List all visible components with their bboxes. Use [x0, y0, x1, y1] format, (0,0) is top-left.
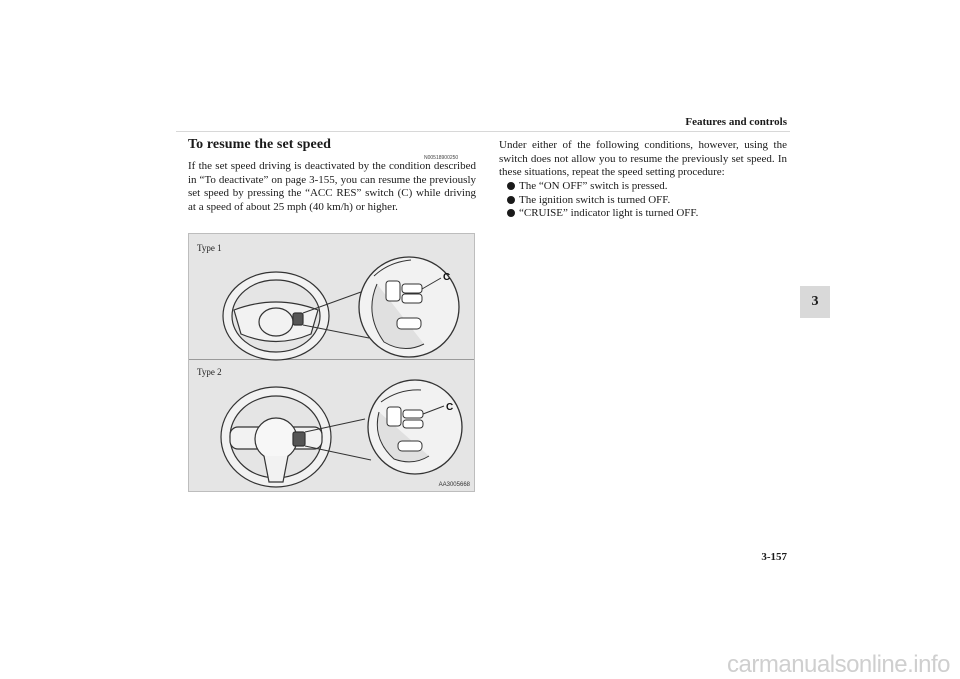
section-code: N00518900250	[424, 155, 459, 161]
bullet-text: The ignition switch is turned OFF.	[519, 193, 671, 206]
bullet-icon	[507, 196, 515, 204]
chapter-tab[interactable]: 3	[800, 286, 830, 318]
bullet-text: “CRUISE” indicator light is turned OFF.	[519, 207, 699, 220]
type2-label: Type 2	[197, 367, 222, 377]
type2-switch-detail	[368, 380, 462, 474]
list-item	[499, 194, 787, 208]
bullet-text: The “ON OFF” switch is pressed.	[519, 180, 668, 192]
type1-switch-detail	[359, 257, 459, 357]
type1-label: Type 1	[197, 243, 222, 253]
page-number: 3-157	[761, 551, 787, 563]
type2-steering-wheel	[221, 387, 331, 487]
bullet-icon	[507, 182, 515, 190]
conditions-list	[499, 180, 787, 221]
resume-instructions: If the set speed driving is deactivated by the condition described in “To deactivate” on page 3-155, you can resume the previously set speed by pressing the “ACC RES” switch (C) while driving at a speed of about 25 mph (40 km/h) or higher.	[188, 160, 476, 213]
type1-callout-c: C	[443, 272, 451, 283]
bullet-icon	[507, 209, 515, 217]
conditions-paragraph: Under either of the following conditions, however, using the switch does not allow you to resume the previously set speed. In these situations, repeat the speed setting procedure:	[499, 139, 787, 179]
steering-wheel-illustration	[189, 234, 476, 493]
list-item	[499, 207, 787, 221]
type1-steering-wheel	[223, 272, 329, 360]
list-item	[499, 180, 787, 194]
steering-wheel-figure	[188, 233, 475, 492]
figure-code: AA3005668	[438, 482, 470, 488]
watermark[interactable]: carmanualsonline.info	[727, 651, 950, 678]
header-rule	[176, 131, 790, 132]
type2-callout-c: C	[446, 402, 454, 413]
section-title: To resume the set speed	[188, 137, 332, 152]
running-header: Features and controls	[685, 116, 787, 128]
